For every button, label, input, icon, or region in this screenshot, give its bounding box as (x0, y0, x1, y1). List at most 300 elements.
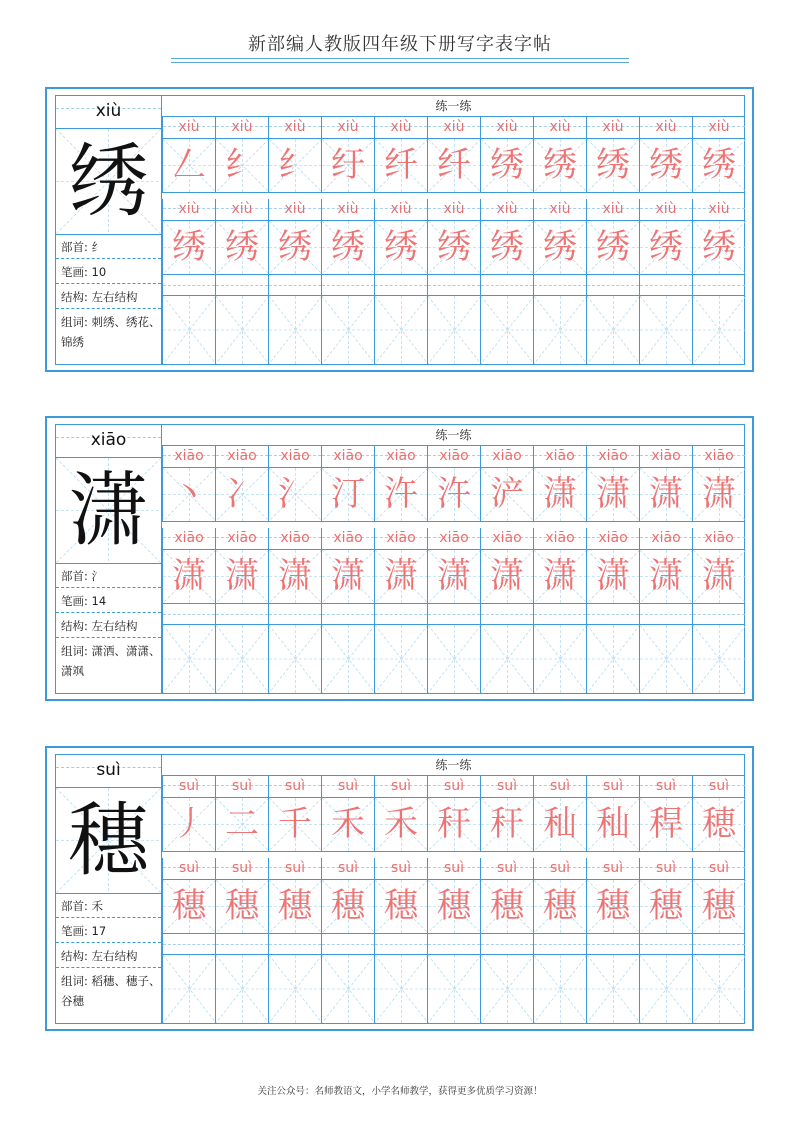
writing-cell[interactable] (215, 139, 268, 192)
practice-card (45, 416, 754, 701)
pinyin-text: xiù (708, 201, 730, 217)
pinyin-text: suì (284, 860, 306, 876)
info-value: 稻穗、穗子、谷穗 (61, 974, 161, 1008)
writing-cell[interactable] (162, 275, 215, 295)
writing-cell[interactable] (268, 880, 321, 933)
trace-character: 汻 (437, 474, 471, 514)
pinyin-cell (639, 528, 692, 549)
pinyin-text: xiāo (651, 530, 681, 546)
writing-cell[interactable] (321, 275, 374, 295)
trace-character: 𠃋 (172, 145, 206, 185)
writing-cell[interactable] (374, 275, 427, 295)
pinyin-text: suì (496, 778, 518, 794)
writing-cell[interactable] (268, 139, 321, 192)
writing-cell[interactable] (480, 221, 533, 274)
writing-cell[interactable] (692, 139, 745, 192)
info-label: 笔画: (61, 594, 88, 608)
writing-cell[interactable] (427, 798, 480, 851)
writing-cell[interactable] (586, 625, 639, 693)
writing-cell[interactable] (586, 798, 639, 851)
writing-cell[interactable] (692, 468, 745, 521)
writing-cell[interactable] (374, 880, 427, 933)
trace-character: 绣 (543, 227, 577, 267)
info-value: 10 (91, 265, 107, 279)
trace-character: 潇 (702, 556, 736, 596)
trace-character: 潇 (331, 556, 365, 596)
pinyin-cell (480, 776, 533, 797)
pinyin-text: xiāo (333, 530, 363, 546)
info-value: 左右结构 (91, 949, 138, 963)
writing-cell[interactable] (268, 934, 321, 954)
guide-line (693, 944, 745, 945)
writing-cell[interactable] (692, 955, 745, 1023)
guide-line (375, 944, 427, 945)
writing-cell[interactable] (639, 880, 692, 933)
pinyin-text: suì (178, 860, 200, 876)
writing-cell[interactable] (321, 880, 374, 933)
writing-cell[interactable] (215, 625, 268, 693)
writing-cell[interactable] (268, 275, 321, 295)
info-value: 17 (91, 924, 107, 938)
pinyin-text: suì (602, 860, 624, 876)
info-label: 笔画: (61, 265, 88, 279)
writing-cell[interactable] (374, 625, 427, 693)
writing-cell[interactable] (321, 798, 374, 851)
pinyin-cell (162, 446, 215, 467)
pinyin-text: xiù (602, 119, 624, 135)
writing-cell[interactable] (321, 296, 374, 364)
writing-cell[interactable] (321, 604, 374, 624)
pinyin-text: xiù (708, 119, 730, 135)
info-value: 刺绣、绣花、锦绣 (61, 315, 161, 349)
trace-character: 二 (225, 804, 259, 844)
practice-grid (162, 755, 745, 1023)
writing-cell[interactable] (533, 604, 586, 624)
writing-cell[interactable] (427, 139, 480, 192)
info-label: 组词: (61, 974, 88, 988)
trace-character: 纤 (437, 145, 471, 185)
writing-cell[interactable] (692, 604, 745, 624)
model-character-box (56, 129, 161, 235)
writing-cell[interactable] (533, 798, 586, 851)
tianzige-guides (481, 955, 534, 1023)
pinyin-text: xiù (95, 101, 122, 121)
writing-cell[interactable] (533, 139, 586, 192)
writing-cell[interactable] (321, 625, 374, 693)
writing-cell[interactable] (639, 221, 692, 274)
info-label: 结构: (61, 949, 88, 963)
pinyin-text: suì (390, 860, 412, 876)
trace-character: 穗 (702, 886, 736, 926)
writing-cell[interactable] (427, 550, 480, 603)
guide-line (481, 944, 533, 945)
practice-label: 练一练 (162, 425, 745, 446)
writing-cell[interactable] (586, 880, 639, 933)
writing-cell[interactable] (427, 880, 480, 933)
tianzige-guides (163, 625, 216, 693)
writing-cell[interactable] (533, 934, 586, 954)
character-row (162, 220, 745, 275)
trace-character: 绣 (278, 227, 312, 267)
tianzige-guides (587, 625, 640, 693)
info-label: 结构: (61, 619, 88, 633)
writing-cell[interactable] (321, 955, 374, 1023)
writing-cell[interactable] (586, 934, 639, 954)
pinyin-cell (215, 858, 268, 879)
writing-cell[interactable] (215, 221, 268, 274)
guide-line (481, 614, 533, 615)
writing-cell[interactable] (427, 468, 480, 521)
writing-cell[interactable] (268, 604, 321, 624)
stroke-count-info (56, 589, 161, 613)
writing-cell[interactable] (268, 468, 321, 521)
guide-line (428, 285, 480, 286)
writing-cell[interactable] (639, 550, 692, 603)
writing-cell[interactable] (268, 955, 321, 1023)
writing-cell[interactable] (374, 604, 427, 624)
writing-cell[interactable] (162, 880, 215, 933)
writing-cell[interactable] (374, 550, 427, 603)
writing-cell[interactable] (321, 139, 374, 192)
writing-cell[interactable] (639, 275, 692, 295)
trace-character: 潇 (278, 556, 312, 596)
pinyin-cell (268, 858, 321, 879)
writing-cell[interactable] (533, 221, 586, 274)
pinyin-text: xiù (231, 201, 253, 217)
trace-character: 穗 (225, 886, 259, 926)
writing-cell[interactable] (268, 296, 321, 364)
character-row (162, 934, 745, 955)
writing-cell[interactable] (162, 468, 215, 521)
pinyin-text: xiù (655, 119, 677, 135)
pinyin-cell (268, 446, 321, 467)
pinyin-cell (427, 858, 480, 879)
writing-cell[interactable] (374, 139, 427, 192)
writing-cell[interactable] (692, 275, 745, 295)
guide-line (534, 944, 586, 945)
writing-cell[interactable] (480, 296, 533, 364)
tianzige-guides (640, 296, 693, 364)
tianzige-guides (322, 625, 375, 693)
pinyin-cell (374, 776, 427, 797)
trace-character: 潇 (649, 474, 683, 514)
trace-character: 绣 (172, 227, 206, 267)
trace-character: 千 (278, 804, 312, 844)
writing-cell[interactable] (162, 221, 215, 274)
writing-cell[interactable] (374, 468, 427, 521)
writing-cell[interactable] (268, 625, 321, 693)
trace-character: 秆 (437, 804, 471, 844)
writing-cell[interactable] (480, 880, 533, 933)
pinyin-cell (480, 446, 533, 467)
writing-cell[interactable] (268, 798, 321, 851)
pinyin-text: xiù (231, 119, 253, 135)
trace-character: 潇 (437, 556, 471, 596)
writing-cell[interactable] (215, 604, 268, 624)
writing-cell[interactable] (480, 550, 533, 603)
trace-character: 丶 (172, 474, 206, 514)
pinyin-cell (374, 199, 427, 220)
writing-cell[interactable] (639, 625, 692, 693)
writing-cell[interactable] (427, 625, 480, 693)
model-character: 潇 (68, 464, 149, 557)
pinyin-cell (533, 776, 586, 797)
guide-line (640, 944, 692, 945)
radical-info (56, 894, 161, 918)
trace-character: 纤 (384, 145, 418, 185)
pinyin-text: xiāo (598, 448, 628, 464)
pinyin-cell (162, 117, 215, 138)
writing-cell[interactable] (586, 139, 639, 192)
guide-line (375, 285, 427, 286)
pinyin-text: suì (549, 860, 571, 876)
writing-cell[interactable] (321, 221, 374, 274)
pinyin-cell (215, 528, 268, 549)
writing-cell[interactable] (480, 604, 533, 624)
writing-cell[interactable] (533, 880, 586, 933)
pinyin-text: xiāo (386, 448, 416, 464)
trace-character: 穗 (384, 886, 418, 926)
pinyin-cell (533, 446, 586, 467)
info-label: 组词: (61, 644, 88, 658)
writing-cell[interactable] (268, 221, 321, 274)
trace-character: 秈 (543, 804, 577, 844)
pinyin-cell (639, 117, 692, 138)
writing-cell[interactable] (162, 934, 215, 954)
pinyin-text: xiù (655, 201, 677, 217)
practice-card (45, 746, 754, 1031)
writing-cell[interactable] (162, 625, 215, 693)
pinyin-cell (162, 776, 215, 797)
pinyin-text: xiāo (545, 448, 575, 464)
pinyin-cell (268, 199, 321, 220)
writing-cell[interactable] (215, 880, 268, 933)
writing-cell[interactable] (162, 139, 215, 192)
writing-cell[interactable] (215, 934, 268, 954)
pinyin-text: suì (602, 778, 624, 794)
writing-cell[interactable] (692, 880, 745, 933)
writing-cell[interactable] (639, 468, 692, 521)
writing-cell[interactable] (374, 296, 427, 364)
info-value: 潇洒、潇潇、潇飒 (61, 644, 161, 678)
trace-character: 绣 (384, 227, 418, 267)
pinyin-text: xiù (390, 201, 412, 217)
writing-cell[interactable] (586, 604, 639, 624)
writing-cell[interactable] (162, 550, 215, 603)
trace-character: 潇 (649, 556, 683, 596)
writing-cell[interactable] (586, 221, 639, 274)
writing-cell[interactable] (427, 296, 480, 364)
writing-cell[interactable] (374, 955, 427, 1023)
pinyin-text: xiāo (174, 530, 204, 546)
guide-line (428, 614, 480, 615)
pinyin-text: suì (655, 778, 677, 794)
writing-cell[interactable] (321, 550, 374, 603)
writing-cell[interactable] (480, 955, 533, 1023)
guide-line (587, 614, 639, 615)
writing-cell[interactable] (427, 955, 480, 1023)
pinyin-cell (639, 776, 692, 797)
writing-cell[interactable] (215, 296, 268, 364)
info-value: 禾 (91, 899, 104, 913)
writing-cell[interactable] (427, 934, 480, 954)
pinyin-cell (586, 776, 639, 797)
trace-character: 穗 (490, 886, 524, 926)
writing-cell[interactable] (215, 798, 268, 851)
trace-character: 潇 (225, 556, 259, 596)
guide-line (269, 285, 321, 286)
pinyin-text: xiāo (439, 448, 469, 464)
tianzige-guides (428, 296, 481, 364)
trace-character: 绣 (596, 227, 630, 267)
writing-cell[interactable] (480, 468, 533, 521)
practice-grid (162, 96, 745, 364)
pinyin-cell (215, 776, 268, 797)
writing-cell[interactable] (427, 604, 480, 624)
trace-character: 潇 (596, 474, 630, 514)
trace-character: 绣 (331, 227, 365, 267)
pinyin-text: xiù (390, 119, 412, 135)
pinyin-text: suì (496, 860, 518, 876)
writing-cell[interactable] (639, 955, 692, 1023)
writing-cell[interactable] (427, 221, 480, 274)
writing-cell[interactable] (480, 934, 533, 954)
writing-cell[interactable] (533, 550, 586, 603)
writing-cell[interactable] (268, 550, 321, 603)
tianzige-guides (481, 296, 534, 364)
writing-cell[interactable] (162, 296, 215, 364)
writing-cell[interactable] (639, 934, 692, 954)
trace-character: 汀 (331, 474, 365, 514)
word-examples-info (56, 312, 161, 362)
character-row (162, 879, 745, 934)
pinyin-text: xiù (284, 119, 306, 135)
writing-cell[interactable] (374, 221, 427, 274)
info-label: 部首: (61, 240, 88, 254)
writing-cell[interactable] (533, 468, 586, 521)
trace-character: 潇 (702, 474, 736, 514)
writing-cell[interactable] (639, 296, 692, 364)
pinyin-text: xiāo (386, 530, 416, 546)
writing-cell[interactable] (533, 296, 586, 364)
tianzige-guides (322, 296, 375, 364)
model-character-box (56, 458, 161, 564)
trace-character: 绣 (649, 227, 683, 267)
writing-cell[interactable] (639, 798, 692, 851)
trace-character: 穗 (278, 886, 312, 926)
pinyin-cell (162, 858, 215, 879)
pinyin-cell (427, 199, 480, 220)
guide-line (693, 285, 745, 286)
pinyin-cell (374, 117, 427, 138)
writing-cell[interactable] (692, 550, 745, 603)
pinyin-cell (321, 528, 374, 549)
writing-cell[interactable] (586, 296, 639, 364)
trace-character: 穗 (437, 886, 471, 926)
writing-cell[interactable] (162, 955, 215, 1023)
writing-cell[interactable] (533, 625, 586, 693)
pinyin-cell (639, 199, 692, 220)
writing-cell[interactable] (215, 550, 268, 603)
trace-character: 纟 (225, 145, 259, 185)
writing-cell[interactable] (586, 550, 639, 603)
trace-character: 潇 (384, 556, 418, 596)
writing-cell[interactable] (533, 955, 586, 1023)
writing-cell[interactable] (533, 275, 586, 295)
trace-character: 穂 (702, 804, 736, 844)
writing-cell[interactable] (692, 296, 745, 364)
writing-cell[interactable] (639, 139, 692, 192)
pinyin-cell (215, 446, 268, 467)
writing-cell[interactable] (374, 798, 427, 851)
character-row (162, 549, 745, 604)
guide-line (163, 944, 215, 945)
trace-character: 稈 (649, 804, 683, 844)
pinyin-row (162, 117, 745, 138)
writing-cell[interactable] (215, 468, 268, 521)
writing-cell[interactable] (427, 275, 480, 295)
card-inner-frame (55, 95, 745, 365)
structure-info (56, 944, 161, 968)
writing-cell[interactable] (586, 275, 639, 295)
guide-line (375, 614, 427, 615)
writing-cell[interactable] (215, 955, 268, 1023)
writing-cell[interactable] (692, 625, 745, 693)
writing-cell[interactable] (692, 934, 745, 954)
pinyin-text: suì (549, 778, 571, 794)
model-character: 绣 (68, 135, 149, 228)
pinyin-cell (374, 446, 427, 467)
word-examples-info (56, 971, 161, 1021)
pinyin-row (162, 199, 745, 220)
pinyin-text: xiāo (227, 530, 257, 546)
writing-cell[interactable] (480, 625, 533, 693)
writing-cell[interactable] (639, 604, 692, 624)
writing-cell[interactable] (374, 934, 427, 954)
writing-cell[interactable] (480, 798, 533, 851)
writing-cell[interactable] (692, 221, 745, 274)
writing-cell[interactable] (162, 798, 215, 851)
writing-cell[interactable] (162, 604, 215, 624)
writing-cell[interactable] (692, 798, 745, 851)
guide-line (322, 944, 374, 945)
trace-character: 绣 (490, 145, 524, 185)
pinyin-text: suì (337, 778, 359, 794)
writing-cell[interactable] (480, 139, 533, 192)
writing-cell[interactable] (480, 275, 533, 295)
pinyin-text: suì (390, 778, 412, 794)
writing-cell[interactable] (321, 934, 374, 954)
writing-cell[interactable] (321, 468, 374, 521)
practice-grid (162, 425, 745, 693)
info-label: 组词: (61, 315, 88, 329)
trace-character: 穗 (331, 886, 365, 926)
trace-character: 禾 (384, 804, 418, 844)
pinyin-cell (321, 446, 374, 467)
writing-cell[interactable] (586, 955, 639, 1023)
pinyin-text: xiù (284, 201, 306, 217)
character-pinyin (56, 425, 161, 458)
pinyin-cell (268, 528, 321, 549)
radical-info (56, 564, 161, 588)
tianzige-guides (640, 955, 693, 1023)
writing-cell[interactable] (586, 468, 639, 521)
writing-cell[interactable] (215, 275, 268, 295)
pinyin-cell (321, 858, 374, 879)
pinyin-text: xiāo (651, 448, 681, 464)
guide-line (322, 614, 374, 615)
pinyin-cell (321, 117, 374, 138)
